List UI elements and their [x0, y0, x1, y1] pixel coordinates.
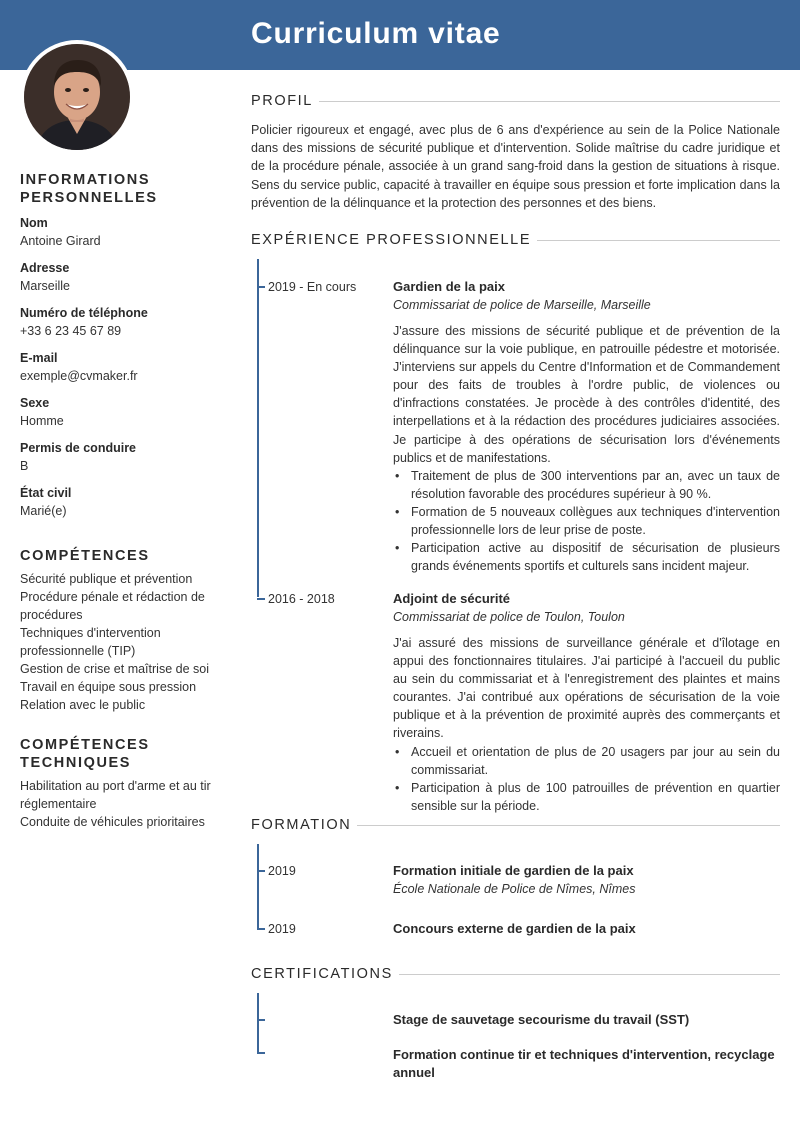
education-timeline	[257, 844, 259, 930]
certifications-heading: CERTIFICATIONS	[251, 966, 393, 982]
tech-skill-item: Habilitation au port d'arme et au tir réglementaire	[20, 779, 211, 811]
achievement-list	[393, 743, 780, 815]
info-value: +33 6 23 45 67 89	[20, 324, 122, 338]
certification-title: Formation continue tir et techniques d'intervention, recyclage annuel	[393, 1047, 775, 1080]
info-value: Antoine Girard	[20, 234, 101, 248]
job-description: J'assure des missions de sécurité publique et de prévention de la délinquance sur la voie publique, en patrouille pédestre et motorisée. J'interviens sur appels du Centre d'Information et de Commandement pour des faits de troubles à l'ordre public, de violences ou d'infractions constatées. Je procède à des contrôles d'identité, des interpellations et à la rédaction des procédures judiciaires associées. Je participe à des opérations de sécurisation lors d'événements publics et de manifestations.	[393, 324, 780, 465]
divider	[319, 101, 780, 102]
info-value: Marseille	[20, 279, 71, 293]
achievement-item: • Formation de 5 nouveaux collègues aux techniques d'intervention professionnelle lors de leur prise de poste.	[393, 503, 780, 539]
timeline-tick	[257, 870, 265, 872]
certification-entry	[393, 1011, 780, 1029]
achievement-item: • Accueil et orientation de plus de 20 usagers par jour au sein du commissariat.	[393, 743, 780, 779]
experience-timeline	[257, 259, 259, 597]
timeline-tick	[257, 928, 265, 930]
job-description: J'ai assuré des missions de surveillance générale et d'îlotage en appui des fonctionnaires titulaires. J'ai participé à l'accueil du public au sein du commissariat et à l'enregistrement des plaintes et mains courantes. J'ai contribué aux opérations de sécurisation de la voie publique et à la prévention de proximité auprès des commerçants et riverains.	[393, 636, 780, 741]
personal-info-list	[20, 214, 220, 520]
certification-title: Stage de sauvetage secourisme du travail (SST)	[393, 1012, 690, 1027]
education-entry	[393, 862, 780, 898]
degree-title: Formation initiale de gardien de la paix	[393, 863, 634, 878]
certifications-section-header	[251, 965, 780, 983]
info-label: Adresse	[20, 261, 70, 275]
certification-entry	[393, 1046, 780, 1082]
education-date: 2019	[268, 922, 296, 936]
experience-section-header	[251, 231, 780, 249]
school: École Nationale de Police de Nîmes, Nîmes	[393, 882, 636, 896]
personal-info-heading: INFORMATIONS PERSONNELLES	[20, 172, 158, 206]
degree-title: Concours externe de gardien de la paix	[393, 921, 636, 936]
experience-date: 2019 - En cours	[268, 280, 357, 294]
education-date: 2019	[268, 864, 296, 878]
info-value: Homme	[20, 414, 64, 428]
profile-text: Policier rigoureux et engagé, avec plus de 6 ans d'expérience au sein de la Police Nationale dans des missions de sécurité publique et d'intervention. Solide maîtrise du cadre juridique et de la procédure pénale, associée à un grand sang-froid dans la gestion de situations à risque. Sens du service public, capacité à travailler en équipe sous pression et forte implication dans la prévention de la délinquance et la protection des personnes et des biens.	[251, 123, 780, 210]
skill-item: Relation avec le public	[20, 698, 146, 712]
info-email	[20, 349, 220, 385]
tech-skills-heading: COMPÉTENCES TECHNIQUES	[20, 737, 150, 771]
info-license	[20, 439, 220, 475]
info-label: Permis de conduire	[20, 441, 137, 455]
skills-list	[20, 570, 220, 714]
education-entry	[393, 920, 780, 938]
employer: Commissariat de police de Toulon, Toulon	[393, 610, 625, 624]
sidebar	[20, 171, 220, 831]
tech-skills-list	[20, 777, 220, 831]
skill-item: Techniques d'intervention professionnelle (TIP)	[20, 626, 161, 658]
info-value: B	[20, 459, 29, 473]
info-civil-status	[20, 484, 220, 520]
info-value: Marié(e)	[20, 504, 67, 518]
divider	[357, 825, 780, 826]
skill-item: Gestion de crise et maîtrise de soi	[20, 662, 209, 676]
info-label: E-mail	[20, 351, 58, 365]
achievement-item: • Participation à plus de 100 patrouilles de prévention en quartier sensible sur la période.	[393, 779, 780, 815]
experience-heading: EXPÉRIENCE PROFESSIONNELLE	[251, 232, 532, 248]
certifications-timeline	[257, 993, 259, 1054]
avatar	[20, 40, 134, 154]
info-label: Sexe	[20, 396, 50, 410]
skills-heading: COMPÉTENCES	[20, 548, 150, 564]
profile-section-header	[251, 92, 780, 110]
education-section-header	[251, 816, 780, 834]
job-title: Adjoint de sécurité	[393, 591, 511, 606]
profile-photo-icon	[24, 44, 130, 150]
skill-item: Sécurité publique et prévention	[20, 572, 193, 586]
info-address	[20, 259, 220, 295]
skill-item: Travail en équipe sous pression	[20, 680, 197, 694]
page-title: Curriculum vitae	[251, 17, 501, 50]
divider	[537, 240, 780, 241]
info-label: Nom	[20, 216, 48, 230]
info-label: Numéro de téléphone	[20, 306, 148, 320]
info-gender	[20, 394, 220, 430]
info-name	[20, 214, 220, 250]
skill-item: Procédure pénale et rédaction de procédures	[20, 590, 205, 622]
experience-date: 2016 - 2018	[268, 592, 335, 606]
timeline-tick	[257, 598, 265, 600]
education-heading: FORMATION	[251, 817, 352, 833]
timeline-tick	[257, 1019, 265, 1021]
employer: Commissariat de police de Marseille, Marseille	[393, 298, 651, 312]
experience-entry	[393, 590, 780, 815]
achievement-list	[393, 467, 780, 576]
tech-skill-item: Conduite de véhicules prioritaires	[20, 815, 205, 829]
info-label: État civil	[20, 486, 72, 500]
info-phone	[20, 304, 220, 340]
experience-entry	[393, 278, 780, 575]
timeline-tick	[257, 286, 265, 288]
job-title: Gardien de la paix	[393, 279, 505, 294]
timeline-tick	[257, 1052, 265, 1054]
profile-heading: PROFIL	[251, 93, 313, 109]
divider	[399, 974, 780, 975]
achievement-item: • Traitement de plus de 300 interventions par an, avec un taux de résolution favorable des procédures supérieur à 90 %.	[393, 467, 780, 503]
achievement-item: • Participation active au dispositif de sécurisation de plusieurs grands événements sportifs et culturels sans incident majeur.	[393, 539, 780, 575]
info-value: exemple@cvmaker.fr	[20, 369, 138, 383]
